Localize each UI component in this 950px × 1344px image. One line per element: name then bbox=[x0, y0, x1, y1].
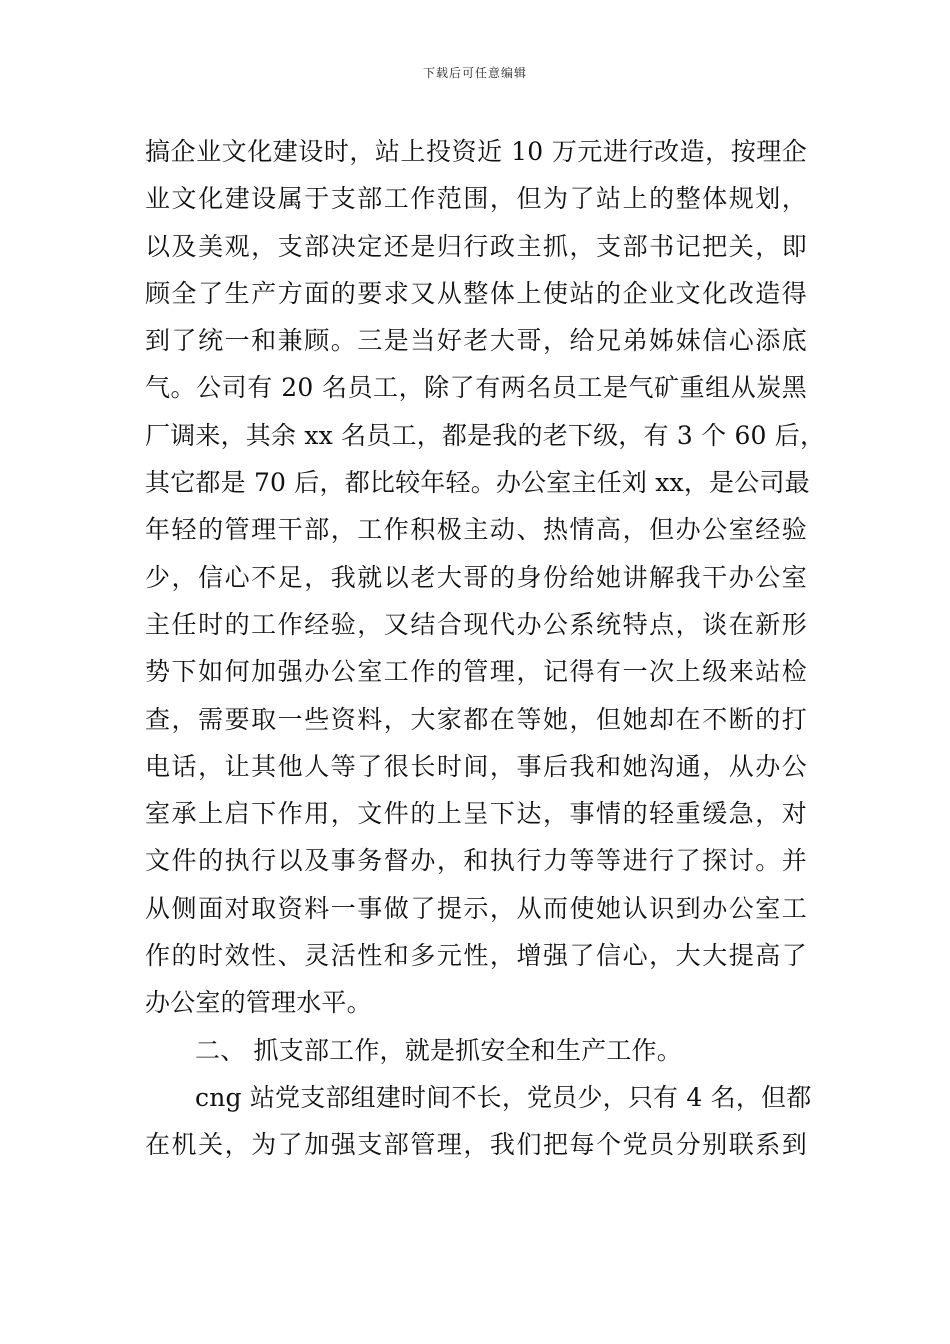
text-line: 厂调来，其余 xx 名员工，都是我的老下级，有 3 个 60 后， bbox=[145, 420, 826, 450]
text-line: 到了统一和兼顾。三是当好老大哥，给兄弟姊妹信心添底 bbox=[145, 326, 807, 356]
text-line: 从侧面对取资料一事做了提示，从而使她认识到办公室工 bbox=[145, 893, 807, 923]
text-line: 在机关，为了加强支部管理，我们把每个党员分别联系到 bbox=[145, 1130, 807, 1160]
text-line: 业文化建设属于支部工作范围，但为了站上的整体规划， bbox=[145, 184, 807, 214]
text-line: 查，需要取一些资料，大家都在等她，但她却在不断的打 bbox=[145, 704, 807, 734]
text-line: 室承上启下作用，文件的上呈下达，事情的轻重缓急，对 bbox=[145, 799, 807, 829]
document-body bbox=[145, 128, 826, 1169]
text-line: 搞企业文化建设时，站上投资近 10 万元进行改造，按理企 bbox=[145, 137, 807, 166]
text-line: 主任时的工作经验，又结合现代办公系统特点，谈在新形 bbox=[145, 609, 807, 639]
text-line: cng 站党支部组建时间不长，党员少，只有 4 名，但都 bbox=[195, 1082, 812, 1112]
text-line: 二、 抓支部工作，就是抓安全和生产工作。 bbox=[195, 1035, 682, 1065]
page-header: 下载后可任意编辑 bbox=[422, 66, 527, 80]
text-line: 办公室的管理水平。 bbox=[145, 988, 372, 1018]
text-line: 顾全了生产方面的要求又从整体上使站的企业文化改造得 bbox=[145, 278, 807, 308]
text-line: 作的时效性、灵活性和多元性，增强了信心，大大提高了 bbox=[145, 941, 807, 971]
text-line: 电话，让其他人等了很长时间，事后我和她沟通，从办公 bbox=[145, 751, 807, 781]
text-line: 势下如何加强办公室工作的管理，记得有一次上级来站检 bbox=[145, 657, 807, 687]
text-line: 年轻的管理干部，工作积极主动、热情高，但办公室经验 bbox=[145, 515, 807, 545]
text-line: 文件的执行以及事务督办，和执行力等等进行了探讨。并 bbox=[145, 846, 807, 876]
text-line: 其它都是 70 后，都比较年轻。办公室主任刘 xx，是公司最 bbox=[145, 468, 810, 498]
text-line: 少，信心不足，我就以老大哥的身份给她讲解我干办公室 bbox=[145, 562, 807, 592]
text-line: 以及美观，支部决定还是归行政主抓，支部书记把关，即 bbox=[145, 231, 807, 261]
text-line: 气。公司有 20 名员工，除了有两名员工是气矿重组从炭黑 bbox=[145, 373, 807, 403]
